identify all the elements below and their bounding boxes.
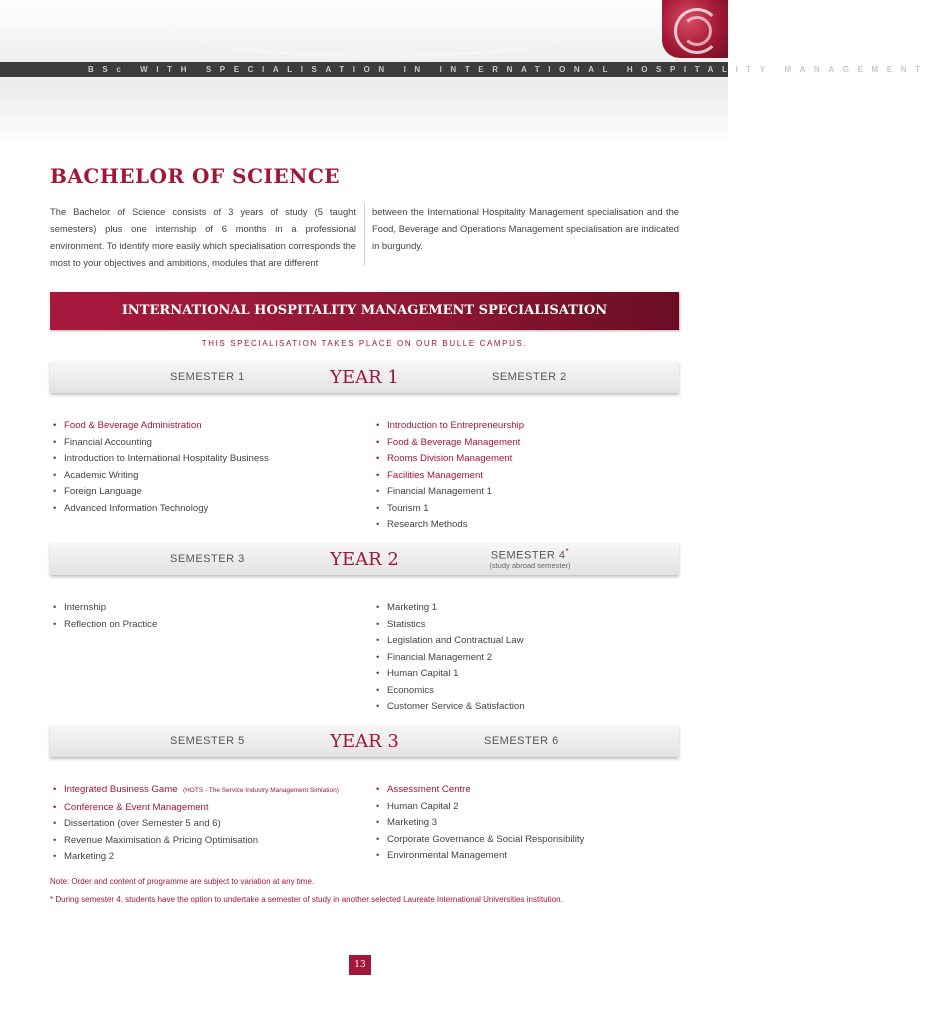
list-item: • Integrated Business Game (HOTS - The Service Industry Management Simlation): [53, 784, 339, 795]
list-item: • Corporate Governance & Social Responsibility: [376, 833, 585, 845]
list-item: • Internship: [53, 602, 107, 613]
list-item: • Human Capital 2: [376, 800, 459, 812]
list-item: • Food & Beverage Administration: [53, 420, 202, 431]
year-1-label: YEAR 1: [330, 367, 399, 388]
page-number: 13: [349, 955, 371, 975]
hots-note: (HOTS - The Service Industry Management Simlation): [182, 787, 339, 794]
list-item: • Food & Beverage Management: [376, 436, 521, 448]
list-item: • Introduction to Entrepreneurship: [376, 420, 525, 431]
list-item: • Advanced Information Technology: [53, 502, 209, 514]
list-item: • Marketing 2: [53, 851, 115, 862]
list-item: • Financial Management 1: [376, 486, 493, 497]
list-item: • Financial Management 2: [376, 651, 493, 663]
footnotes: [50, 873, 563, 909]
semester-6-modules: [376, 782, 584, 865]
header-strip-text: BSc WITH SPECIALISATION IN INTERNATIONAL HOSPITALITY MANAGEMENT: [88, 65, 929, 74]
list-item: • Tourism 1: [376, 502, 429, 514]
decorative-swirl: [170, 0, 590, 57]
semester-4-label: SEMESTER 4*: [490, 547, 570, 562]
list-item: • Introduction to International Hospitality Business: [53, 453, 269, 464]
year-3-label: YEAR 3: [330, 731, 399, 752]
list-item: • Customer Service & Satisfaction: [376, 701, 525, 712]
page-title: BACHELOR OF SCIENCE: [50, 164, 341, 188]
list-item: • Foreign Language: [53, 486, 142, 497]
semester-3-label: SEMESTER 3: [170, 553, 245, 565]
intro-text-right: between the International Hospitality Management specialisation and the Food, Beverage and Operations Management specialisation are indicated in burgundy.: [372, 206, 679, 251]
semester-4-modules: [376, 600, 525, 716]
specialisation-banner: [50, 292, 679, 330]
list-item: • Human Capital 1: [376, 668, 459, 679]
list-item: • Marketing 1: [376, 602, 438, 613]
list-item: • Academic Writing: [53, 469, 139, 481]
semester-4-label-group: [470, 547, 590, 570]
semester-4-footnote: * During semester 4, students have the option to undertake a semester of study in another selected Laureate International Universities institution.: [50, 895, 563, 904]
logo-ring-inner: [682, 16, 712, 46]
semester-2-label: SEMESTER 2: [492, 371, 567, 383]
header-strip: [0, 62, 929, 77]
swirl-logo-icon: [662, 0, 728, 58]
year-2-label: YEAR 2: [330, 549, 399, 570]
intro-text-left: The Bachelor of Science consists of 3 years of study (5 taught semesters) plus one internship of 6 months in a professional environment. To identify more easily which specialisation corresponds the most to your objectives and ambitions, modules that are different: [50, 206, 356, 268]
semester-5-modules: [53, 782, 339, 866]
year-2-header: [50, 543, 679, 575]
list-item: • Rooms Division Management: [376, 453, 513, 464]
list-item: • Marketing 3: [376, 817, 438, 828]
year-3-header: [50, 725, 679, 757]
semester-2-modules: [376, 418, 524, 534]
list-item: • Statistics: [376, 618, 426, 630]
list-item: • Environmental Management: [376, 850, 507, 861]
specialisation-subtitle: THIS SPECIALISATION TAKES PLACE ON OUR BULLE CAMPUS.: [201, 339, 528, 348]
variation-note: Note: Order and content of programme are subject to variation at any time.: [50, 877, 315, 886]
list-item: • Legislation and Contractual Law: [376, 635, 524, 646]
list-item: • Conference & Event Management: [53, 801, 209, 813]
semester-1-label: SEMESTER 1: [170, 371, 245, 383]
list-item: • Research Methods: [376, 519, 468, 530]
list-item: • Financial Accounting: [53, 436, 152, 448]
list-item: • Reflection on Practice: [53, 618, 158, 630]
semester-6-label: SEMESTER 6: [484, 735, 559, 747]
specialisation-title: INTERNATIONAL HOSPITALITY MANAGEMENT SPECIALISATION: [121, 303, 608, 318]
semester-1-modules: [53, 418, 269, 517]
list-item: • Dissertation (over Semester 5 and 6): [53, 818, 221, 829]
list-item: • Assessment Centre: [376, 784, 471, 795]
list-item: • Facilities Management: [376, 469, 483, 481]
year-1-header: [50, 361, 679, 393]
list-item: • Revenue Maximisation & Pricing Optimisation: [53, 834, 259, 846]
semester-3-modules: [53, 600, 157, 633]
list-item: • Economics: [376, 684, 434, 696]
semester-4-note: (study abroad semester): [489, 560, 571, 570]
semester-5-label: SEMESTER 5: [170, 735, 245, 747]
column-divider: [364, 203, 365, 266]
